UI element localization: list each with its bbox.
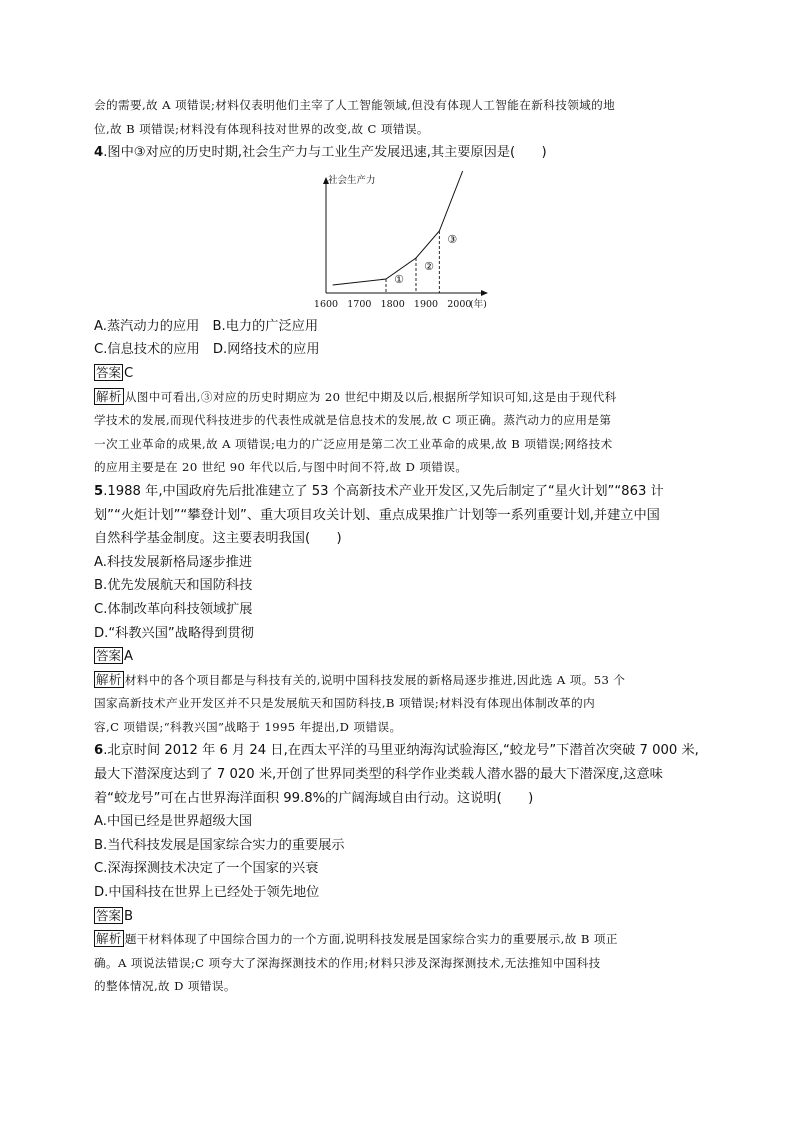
document-page xyxy=(94,94,706,999)
question-number: 5 xyxy=(94,483,104,499)
question-4-stem xyxy=(94,141,706,165)
question-4-options-row: C.信息技术的应用 D.网络技术的应用 xyxy=(94,342,320,358)
answer-tag: 答案 xyxy=(96,648,122,664)
explanation-line: 解析 从图中可看出,③对应的历史时期应为 20 世纪中期及以后,根据所学知识可知,这是由于现代科 xyxy=(96,388,617,404)
explanation-line: 解析 题干材料体现了中国综合国力的一个方面,说明科技发展是国家综合实力的重要展示,故 B 项正 xyxy=(96,931,618,947)
question-line: 最大下潜深度达到了 7 020 米,开创了世界同类型的科学作业类载人潜水器的最大下潜深度,这意味 xyxy=(94,767,663,783)
question-4-options-row: A.蒸汽动力的应用 B.电力的广泛应用 xyxy=(94,318,319,334)
question-line: 自然科学基金制度。这主要表明我国( ) xyxy=(94,531,342,547)
x-tick-label: 1800 xyxy=(380,298,405,310)
explanation-line: 容,C 项错误;“科教兴国”战略于 1995 年提出,D 项错误。 xyxy=(94,719,402,734)
question-6-options xyxy=(94,810,706,904)
productivity-line-chart xyxy=(94,165,706,315)
question-6-stem xyxy=(94,739,706,810)
question-4-explanation xyxy=(94,386,706,480)
option-c: C.深海探测技术决定了一个国家的兴衰 xyxy=(94,861,319,877)
answer-value: A xyxy=(124,649,134,665)
x-tick-label: 1700 xyxy=(347,298,372,310)
explanation-line: 一次工业革命的成果,故 A 项错误;电力的广泛应用是第二次工业革命的成果,故 B 项错误;网络技术 xyxy=(94,436,613,451)
option-d: D.中国科技在世界上已经处于领先地位 xyxy=(94,885,320,901)
explanation-line: 的整体情况,故 D 项错误。 xyxy=(94,979,236,994)
option-a: A.科技发展新格局逐步推进 xyxy=(94,554,253,570)
explanation-tag: 解析 xyxy=(96,388,122,404)
option-d: D.“科教兴国”战略得到贯彻 xyxy=(94,625,254,641)
option-a: A.中国已经是世界超级大国 xyxy=(94,814,253,830)
question-5-answer xyxy=(94,645,706,669)
explanation-line: 解析 材料中的各个项目都是与科技有关的,说明中国科技发展的新格局逐步推进,因此选 A 项。53 个 xyxy=(96,671,626,687)
explanation-line: 学技术的发展,而现代科技进步的代表性成就是信息技术的发展,故 C 项正确。蒸汽动力的应用是第 xyxy=(94,413,612,428)
x-tick-label: 1600 xyxy=(313,298,339,310)
y-axis-label: 社会生产力 xyxy=(328,174,376,186)
productivity-chart xyxy=(94,165,706,315)
productivity-series-line xyxy=(333,171,463,285)
x-axis-arrow xyxy=(481,290,488,296)
region-label: ② xyxy=(424,259,434,273)
answer-tag: 答案 xyxy=(96,364,122,380)
x-axis-unit-label: (年) xyxy=(469,298,487,310)
explanation-tag: 解析 xyxy=(96,671,122,687)
question-5-explanation xyxy=(94,669,706,740)
question-line: 划”“火炬计划”“攀登计划”、重大项目攻关计划、重点成果推广计划等一系列重要计划,并建立中国 xyxy=(94,507,660,523)
question-number: 6 xyxy=(94,743,104,759)
question-5-stem xyxy=(94,480,706,551)
x-tick-label: 1900 xyxy=(413,298,439,310)
prev-explanation-line: 位,故 B 项错误;材料没有体现科技对世界的改变,故 C 项错误。 xyxy=(94,121,429,136)
explanation-line: 的应用主要是在 20 世纪 90 年代以后,与图中时间不符,故 D 项错误。 xyxy=(94,460,468,475)
explanation-line: 确。A 项说法错误;C 项夸大了深海探测技术的作用;材料只涉及深海探测技术,无法推知中国科技 xyxy=(94,955,601,970)
x-tick-label: 2000 xyxy=(447,298,472,310)
answer-value: C xyxy=(124,365,134,381)
answer-value: B xyxy=(124,908,134,924)
question-6-explanation xyxy=(94,928,706,999)
region-label: ① xyxy=(394,272,404,286)
option-b: B.优先发展航天和国防科技 xyxy=(94,578,253,594)
question-line: 着“蛟龙号”可在占世界海洋面积 99.8%的广阔海域自由行动。这说明( ) xyxy=(94,790,534,806)
explanation-tag: 解析 xyxy=(96,931,122,947)
question-line: 6.北京时间 2012 年 6 月 24 日,在西太平洋的马里亚纳海沟试验海区,“蛟龙号”下潜首次突破 7 000 米, xyxy=(94,743,699,759)
option-b: B.当代科技发展是国家综合实力的重要展示 xyxy=(94,837,345,853)
answer-tag: 答案 xyxy=(96,907,122,923)
question-line: 5.1988 年,中国政府先后批准建立了 53 个高新技术产业开发区,又先后制定了“星火计划”“863 计 xyxy=(94,483,664,499)
region-label: ③ xyxy=(447,232,458,246)
explanation-line: 国家高新技术产业开发区并不只是发展航天和国防科技,B 项错误;材料没有体现出体制改革的内 xyxy=(94,696,596,711)
question-text: .图中③对应的历史时期,社会生产力与工业生产发展迅速,其主要原因是( ) xyxy=(103,145,547,161)
question-5-options xyxy=(94,551,706,645)
question-4-answer xyxy=(94,362,706,386)
option-c: C.体制改革向科技领域扩展 xyxy=(94,601,253,617)
question-number: 4 xyxy=(94,145,104,161)
question-6-answer xyxy=(94,905,706,929)
prev-explanation-line: 会的需要,故 A 项错误;材料仅表明他们主宰了人工智能领域,但没有体现人工智能在新科技领域的地 xyxy=(94,98,616,112)
